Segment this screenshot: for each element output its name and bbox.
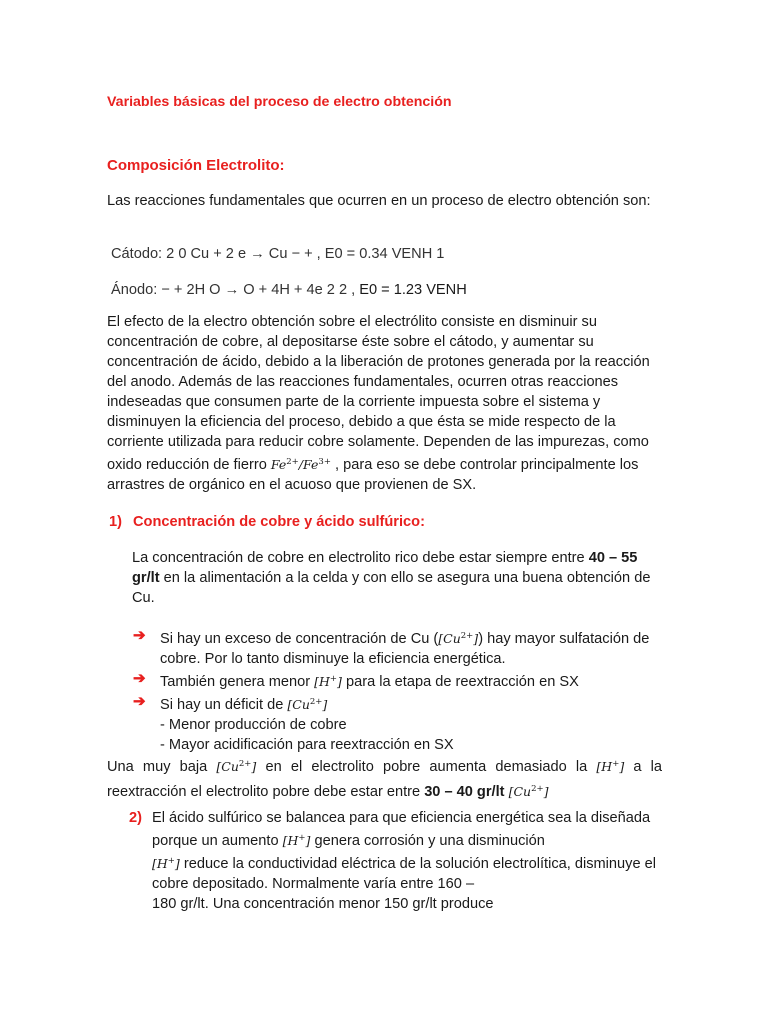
effect-text-a: El efecto de la electro obtención sobre el electrólito consiste en disminuir su concentración de cobre, al depositarse éste sobre el cátodo, y aumentar su concentración de ácido, debido a la liberación de protones generada por la reacción del anodo. Además de las reacciones fundamentales, ocurren otras reacciones indeseadas que consumen parte de la corriente impuesta sobre el sistema y disminuyen la eficiencia del proceso, debido a que ésta se mide respecto de la corriente utilizada para reducir cobre solamente. Dependen de las impurezas, como oxido reducción de fierro (107, 314, 650, 474)
item2-text-a: El ácido sulfúrico se balancea para que eficiencia energética sea la diseñada porque un aumento (152, 810, 651, 850)
item1-number: 1) (109, 514, 122, 530)
h-ion-formula: [H+] (596, 759, 625, 775)
item1-paragraph (132, 548, 662, 608)
anode-equation (111, 280, 671, 300)
bullet1-text-a: Si hay un exceso de concentración de Cu ( (160, 631, 439, 648)
arrow-right-icon: ➔ (133, 693, 146, 711)
cu-ion-formula: $[Cu^{2+}]$ (438, 631, 479, 647)
anode-reaction: Ánodo: − + 2H O → O + 4H + 4e 2 2 , (111, 282, 360, 298)
document-title: Variables básicas del proceso de electro obtención (107, 94, 452, 110)
cu-ion-formula: $[Cu^{2+}]$ (216, 759, 257, 775)
bullet-item (133, 692, 663, 715)
low-para-d: reextracción el electrolito pobre debe estar entre (107, 784, 425, 801)
item1-heading-row (109, 512, 669, 532)
anode-potential: E0 = 1.23 VENH (359, 282, 467, 298)
arrow-right-icon: ➔ (133, 627, 146, 644)
bullet-list (133, 626, 663, 755)
item2-text-c: reduce la conductividad eléctrica de la solución electrolítica, disminuye el cobre depositado. Normalmente varía entre 160 – (152, 856, 656, 893)
iron-redox-formula: $Fe^{2+}/Fe^{3+}$ (270, 457, 331, 473)
sub-item: - Mayor acidificación para reextracción en SX (160, 737, 454, 754)
cathode-equation: Cátodo: 2 0 Cu + 2 e → Cu − + , E0 = 0.34 VENH 1 (111, 246, 445, 262)
copper-range-poor: 30 – 40 gr/lt (424, 784, 505, 801)
item1-heading: Concentración de cobre y ácido sulfúrico: (133, 514, 425, 530)
intro-paragraph: Las reacciones fundamentales que ocurren en un proceso de electro obtención son: (107, 193, 651, 209)
bullet-item (133, 669, 663, 692)
sub-item: - Menor producción de cobre (160, 717, 347, 734)
h-ion-formula: [H+] (152, 856, 180, 872)
item2-paragraph (152, 808, 664, 914)
arrow-right-icon: ➔ (133, 670, 146, 688)
low-copper-paragraph (107, 754, 662, 802)
low-para-a: Una muy baja (107, 759, 217, 776)
low-copper-line1 (107, 754, 662, 777)
bullet2-text-b: para la etapa de reextracción en SX (341, 674, 579, 691)
cu-ion-formula: $[Cu^{2+}]$ (508, 784, 549, 800)
low-para-c: a la (624, 759, 662, 776)
bullet-item (133, 626, 663, 669)
effect-paragraph (107, 312, 667, 495)
h-ion-formula: [H+] (314, 674, 342, 690)
bullet2-text-a: También genera menor (160, 674, 315, 691)
item2-text-b: genera corrosión y una disminución (310, 833, 545, 850)
h-ion-formula: [H+] (282, 833, 311, 849)
copper-range-rich: 40 – 55 gr/lt (132, 550, 638, 586)
low-para-e (505, 784, 509, 800)
item2-text-d: 180 gr/lt. Una concentración menor 150 gr/lt produce (152, 896, 494, 913)
effect-text-b: , para eso se debe controlar principalmente los arrastres de orgánico en el acuoso que provienen de SX. (107, 457, 639, 494)
item1-para-b: en la alimentación a la celda y con ello se asegura una buena obtención de Cu. (132, 570, 651, 606)
cu-ion-formula: $[Cu^{2+}]$ (287, 697, 328, 713)
item2-number: 2) (129, 810, 142, 826)
bullet3-text: Si hay un déficit de (160, 697, 288, 714)
section-heading: Composición Electrolito: (107, 157, 285, 174)
low-para-b: en el electrolito pobre aumenta demasiado la (256, 759, 597, 776)
item1-para-a: La concentración de cobre en electrolito rico debe estar siempre entre (132, 550, 589, 566)
low-copper-line2 (107, 779, 662, 802)
bullet1-text-b: ) hay mayor sulfatación de cobre. Por lo tanto disminuye la eficiencia energética. (160, 631, 650, 668)
